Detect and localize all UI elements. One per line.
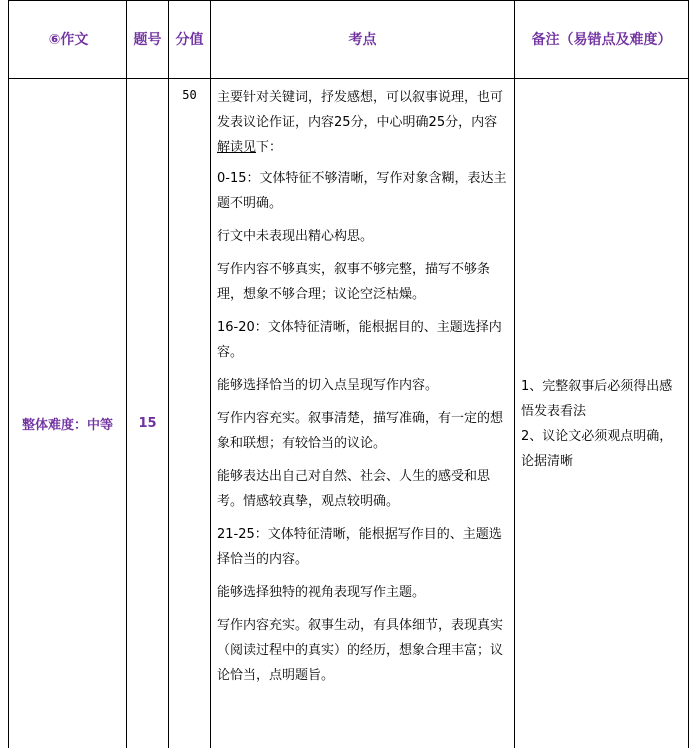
question-number-cell: 15: [127, 79, 169, 748]
header-question-number: 题号: [127, 1, 169, 79]
point-item: 写作内容充实。叙事生动，有具体细节，表现真实（阅读过程中的真实）的经历，想象合理丰富；议论恰当，点明题旨。: [217, 618, 504, 683]
exam-points-cell: [211, 79, 515, 748]
header-row: [9, 1, 689, 79]
point-item: 能够选择恰当的切入点呈现写作内容。: [217, 378, 439, 393]
point-item: 行文中未表现出精心构思。: [217, 229, 374, 244]
notes-cell: [515, 79, 689, 748]
note-item: 1、完整叙事后必须得出感悟发表看法: [521, 378, 673, 419]
difficulty-cell: 整体难度：中等: [9, 79, 127, 748]
point-item: 16-20：文体特征清晰，能根据目的、主题选择内容。: [217, 320, 502, 360]
point-item: 21-25：文体特征清晰，能根据写作目的、主题选择恰当的内容。: [217, 527, 502, 567]
point-item: 0-15：文体特征不够清晰，写作对象含糊，表达主题不明确。: [217, 171, 507, 211]
point-item: 写作内容充实。叙事清楚，描写准确，有一定的想象和联想；有较恰当的议论。: [217, 411, 504, 451]
header-score: 分值: [169, 1, 211, 79]
intro-link: 解读见: [217, 140, 257, 155]
intro-text: 主要针对关键词，抒发感想，可以叙事说理，也可发表议论作证，内容25分，中心明确25分，内容: [217, 90, 504, 130]
exam-analysis-table: [8, 0, 689, 748]
score-cell: 50: [169, 79, 211, 748]
point-item: 能够选择独特的视角表现写作主题。: [217, 585, 426, 600]
header-notes: 备注（易错点及难度）: [515, 1, 689, 79]
header-exam-points: 考点: [211, 1, 515, 79]
header-essay: ⑥作文: [9, 1, 127, 79]
intro-paragraph: [217, 85, 508, 160]
intro-text-end: 下：: [256, 140, 283, 155]
point-item: 能够表达出自己对自然、社会、人生的感受和思考。情感较真挚，观点较明确。: [217, 469, 491, 509]
note-item: 2、议论文必须观点明确，论据清晰: [521, 428, 673, 469]
point-item: 写作内容不够真实，叙事不够完整，描写不够条理，想象不够合理；议论空泛枯燥。: [217, 262, 491, 302]
table-row: [9, 79, 689, 748]
